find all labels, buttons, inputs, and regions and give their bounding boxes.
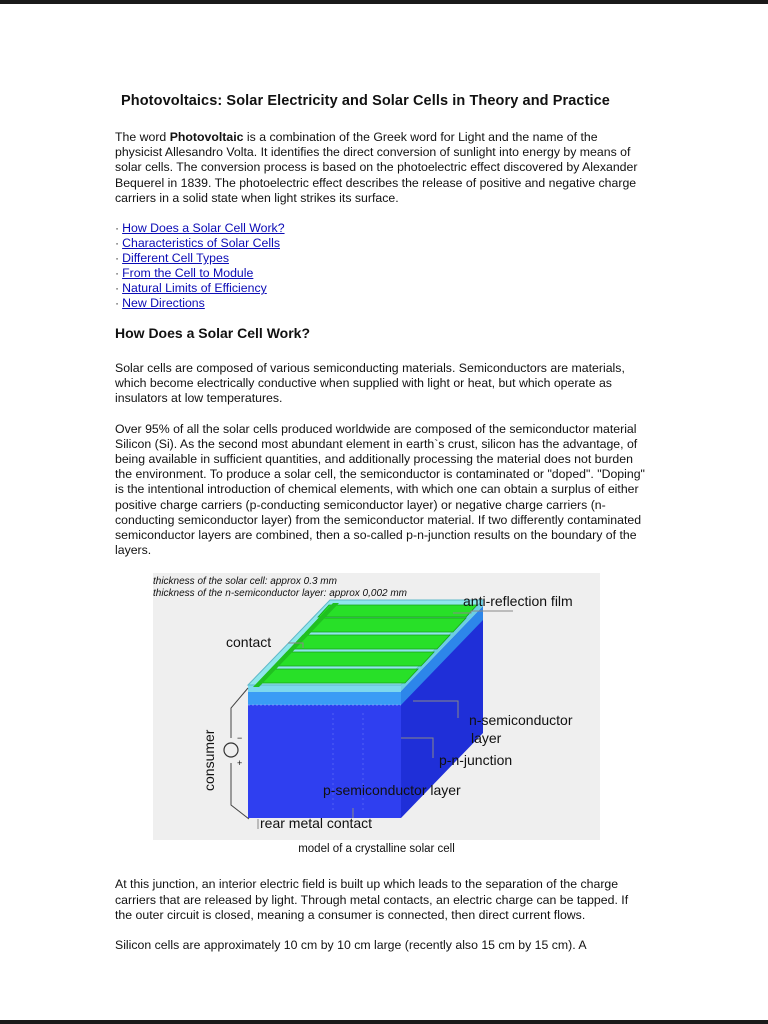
label-n-layer: layer (471, 730, 502, 747)
toc-link-how-does-solar-cell-work[interactable]: How Does a Solar Cell Work? (122, 221, 285, 236)
toc-bullet: · (115, 281, 120, 296)
toc-link-new-directions[interactable]: New Directions (122, 296, 205, 311)
section-paragraph: Solar cells are composed of various semiconducting materials. Semiconductors are materials, which become electrically conductive when supplied with light or heat, but which operate as insulators at low temperatures. (115, 361, 625, 406)
body-paragraph: At this junction, an interior electric field is built up which leads to the separation of the charge carriers that are released by light. Through metal contacts, an electric charge can be tapped. If the outer circuit is closed, meaning a consumer is connected, then direct current flows. (115, 877, 629, 922)
table-of-contents (115, 221, 645, 311)
page-title: Photovoltaics: Solar Electricity and Solar Cells in Theory and Practice (121, 93, 610, 109)
label-p-semiconductor: p-semiconductor layer (323, 782, 461, 799)
consumer-wire-bottom (231, 763, 249, 819)
toc-item (115, 221, 645, 236)
solar-cell-figure (153, 573, 600, 855)
toc-bullet: · (115, 251, 120, 266)
toc-item (115, 236, 645, 251)
article-content (115, 93, 645, 968)
toc-item (115, 296, 645, 311)
label-plus: + (237, 758, 243, 769)
label-rear-contact: rear metal contact (260, 815, 373, 832)
toc-link-efficiency-limits[interactable]: Natural Limits of Efficiency (122, 281, 267, 296)
contact-finger (290, 635, 450, 649)
intro-text-pre: The word (115, 130, 170, 144)
toc-bullet: · (115, 296, 120, 311)
contact-finger (318, 605, 477, 617)
page-bottom-edge (0, 1020, 768, 1024)
toc-link-cell-to-module[interactable]: From the Cell to Module (122, 266, 254, 281)
label-anti-reflection: anti-reflection film (463, 593, 573, 610)
toc-item (115, 281, 645, 296)
contact-finger (258, 669, 418, 683)
toc-link-characteristics[interactable]: Characteristics of Solar Cells (122, 236, 280, 251)
label-thickness-cell: thickness of the solar cell: approx 0.3 mm (153, 576, 337, 588)
toc-link-cell-types[interactable]: Different Cell Types (122, 251, 229, 266)
label-contact: contact (226, 634, 272, 651)
consumer-wire-top (231, 688, 248, 738)
section-paragraph: Over 95% of all the solar cells produced worldwide are composed of the semiconductor material Silicon (Si). As the second most abundant element in earth`s crust, silicon has the advantage, of being available in sufficient quantities, and additionally processing the material does not burden the environment. To produce a solar cell, the semiconductor is contaminated or "doped". "Doping" is the intentional introduction of chemical elements, with which one can obtain a surplus of either positive charge carriers (p-conducting semiconductor layer) or negative charge carriers (n-conducting semiconductor layer) from the semiconductor material. If two differently contaminated semiconductor layers are combined, then a so-called p-n-junction results on the boundary of the layers. (115, 421, 645, 558)
figure-caption: model of a crystalline solar cell (298, 843, 455, 856)
cell-front-film (248, 685, 401, 692)
label-thickness-n: thickness of the n-semiconductor layer: approx 0,002 mm (153, 588, 408, 600)
intro-keyword: Photovoltaic (169, 130, 244, 144)
contact-finger (306, 618, 466, 632)
contact-finger (274, 652, 434, 666)
toc-bullet: · (115, 221, 120, 236)
label-minus: − (237, 733, 243, 744)
toc-bullet: · (115, 266, 120, 281)
page-top-edge (0, 0, 768, 4)
toc-bullet: · (115, 236, 120, 251)
consumer-load-icon (224, 743, 238, 757)
toc-item (115, 266, 645, 281)
body-paragraph: Silicon cells are approximately 10 cm by 10 cm large (recently also 15 cm by 15 cm). A (115, 938, 587, 953)
solar-cell-diagram (153, 573, 600, 840)
label-consumer: consumer (201, 729, 217, 792)
intro-paragraph (115, 130, 645, 206)
cell-front-n-layer (248, 691, 401, 705)
cell-front-bulk (248, 703, 401, 818)
figure-image (153, 573, 600, 840)
label-n-semiconductor: n-semiconductor (469, 712, 573, 729)
toc-item (115, 251, 645, 266)
label-pn-junction: p-n-junction (439, 752, 513, 769)
intro-text-post: is a combination of the Greek word for Light and the name of the physicist Allesandro Volta. It identifies the direct conversion of sunlight into energy by means of solar cells. The conversion process is based on the photoelectric effect discovered by Alexander Bequerel in 1839. The photoelectric effect describes the release of positive and negative charge carriers in a solid state when light strikes its surface. (115, 130, 638, 205)
section-heading: How Does a Solar Cell Work? (115, 325, 311, 342)
